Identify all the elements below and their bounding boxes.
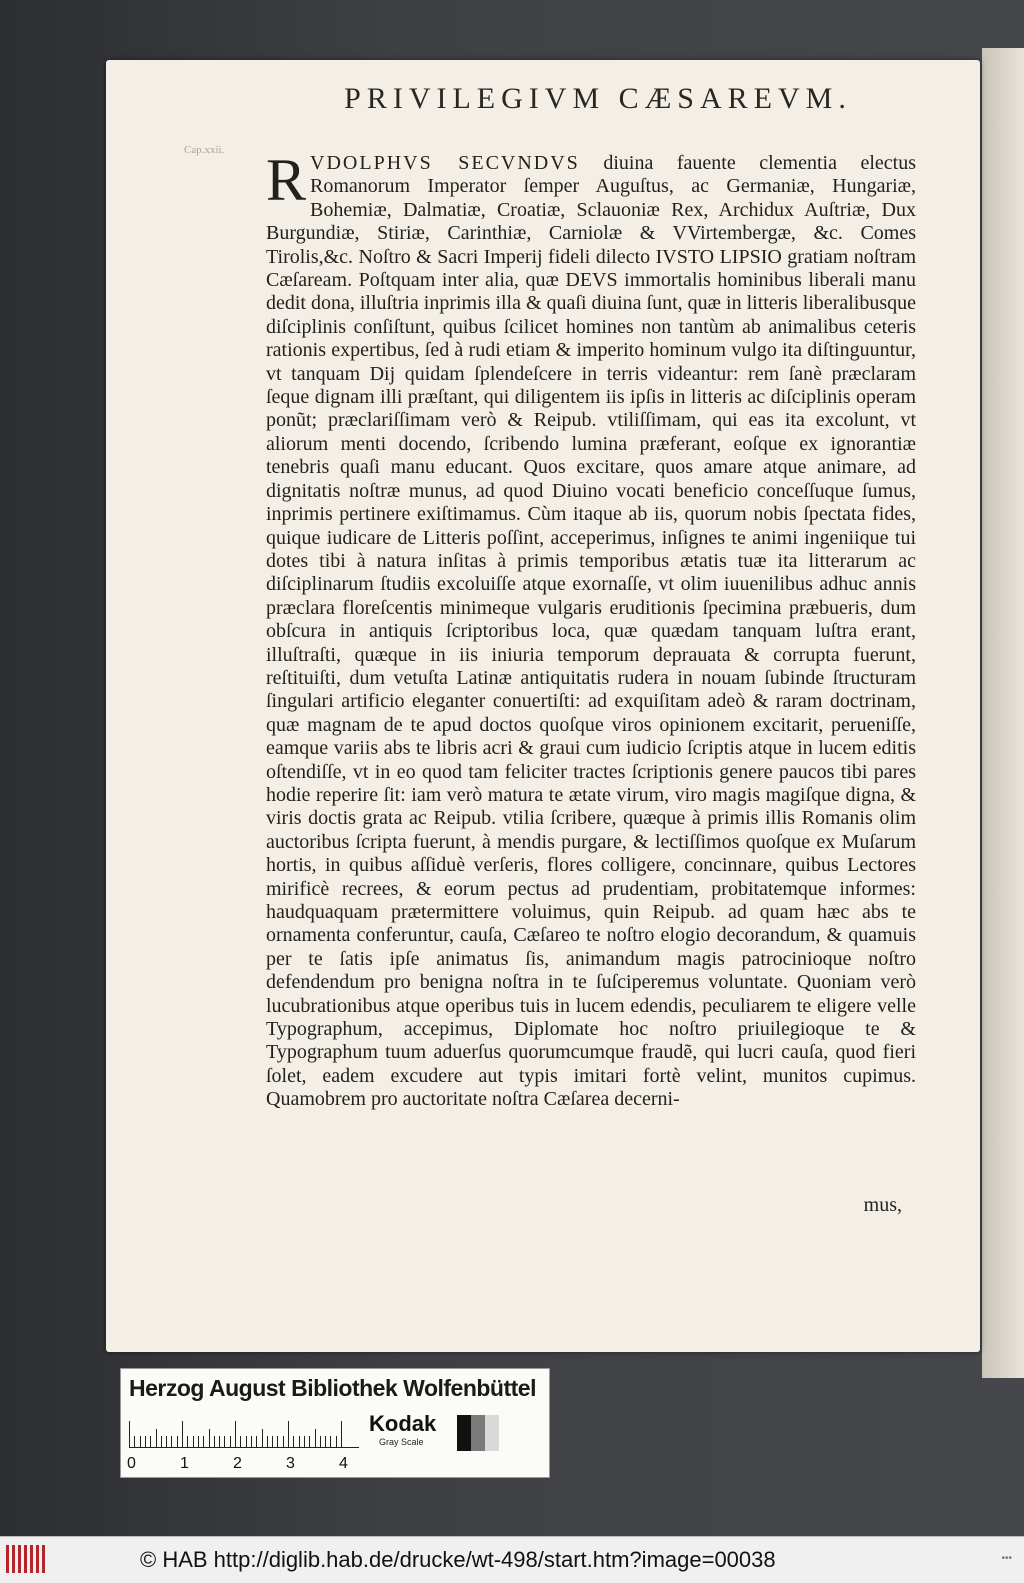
- footer-credit-link[interactable]: © HAB http://diglib.hab.de/drucke/wt-498/start.htm?image=00038: [140, 1547, 776, 1572]
- gray-scale-label: Gray Scale: [379, 1437, 424, 1447]
- ruler-tick: [288, 1421, 289, 1447]
- ruler-tick: [240, 1436, 241, 1447]
- ruler-tick: [193, 1436, 194, 1447]
- ruler-tick: [224, 1436, 225, 1447]
- catchword: mus,: [863, 1194, 902, 1216]
- institution-label: Herzog August Bibliothek Wolfenbüttel: [129, 1375, 536, 1401]
- ruler-tick: [277, 1436, 278, 1447]
- ruler-tick: [315, 1429, 316, 1447]
- ruler-tick: [320, 1436, 321, 1447]
- ruler-tick: [187, 1436, 188, 1447]
- margin-note: Cap.xxii.: [184, 144, 225, 156]
- ruler-tick: [145, 1436, 146, 1447]
- ruler-number: 1: [180, 1455, 189, 1472]
- ruler-tick: [156, 1429, 157, 1447]
- ruler-tick: [209, 1429, 210, 1447]
- ruler-tick: [272, 1436, 273, 1447]
- ruler-tick: [129, 1421, 130, 1447]
- ruler-tick: [256, 1436, 257, 1447]
- ruler-tick: [161, 1436, 162, 1447]
- ruler-tick: [267, 1436, 268, 1447]
- ruler-tick: [198, 1436, 199, 1447]
- ruler-tick: [251, 1436, 252, 1447]
- body-paragraph: diuina fauente clementia electus Romanorum Imperator ſemper Auguſtus, ac Germaniæ, Hungariæ, Bohemiæ, Dalmatiæ, Croatiæ, Sclauoniæ Rex, Archidux Auſtriæ, Dux Burgundiæ, Stiriæ, Carinthiæ, Carniolæ & VVirtembergæ, &c. Comes Tirolis,&c. Noſtro & Sacri Imperij fideli dilecto IVSTO LIPSIO gratiam noſtram Cæſaream. Poſtquam inter alia, quæ DEVS immortalis hominibus liberali manu dedit dona, illuſtria inprimis illa & quaſi diuina ſunt, quæ in litteris liberalibusque diſciplinis conſiſtunt, quibus ſcilicet homines non tantùm ab animalibus ceteris rationis expertibus, ſed à rudi etiam & imperito hominum vulgo ita diſtinguuntur, vt tanquam Dij quidam ſplendeſcere in terris videantur: rem ſanè præclaram ſeque dignam illi præſtant, qui diligentem iis ipſis in litteris ac diſciplinis operam ponũt; præclariſſimam verò & Reipub. vtiliſſimam, qui eas ita excolunt, vt aliorum menti docendo, ſcribendo lumina præferant, eoſque ex ignorantiæ tenebris quaſi manu educant. Quos excitare, quos amare atque animare, ad dignitatis noſtræ munus, ad quod Diuino vocati beneficio conceſſuque ſumus, inprimis pertinere exiſtimamus. Cùm itaque ab iis, quorum nobis ſpectata fides, quique iudicare de Litteris poſſint, acceperimus, inſignes te animi ingeniique tui dotes tibi à natura inſitas à primis temporibus ætatis tuæ ita litterarum ac diſciplinarum ſtudiis excoluiſſe atque exornaſſe, vt olim iuuenilibus adhuc annis præclara floreſcentis minimeque vulgaris eruditionis ſpecimina præbueris, dum obſcura in antiquis ſcriptoribus loca, quæ quædam tanquam luſtra erant, illuſtraſti, quæque in iis iniuria temporum deprauata & corrupta fuerunt, reſtituiſti, dum vetuſta Latinæ antiquitatis rudera in nouam ſubinde ſtructuram ſingulari artificio eleganter conuertiſti: ad exquiſitam adeò & raram doctrinam, quæ magnam de te apud doctos quoſque viros opinionem excitarit, perueniſſe, eamque variis abs te libris acri & graui cum iudicio ſcriptis atque in lucem editis oſtendiſſe, vt in eo quod tam feliciter tractes ſcriptionis genere paucos tibi pares hodie reperire ſit: iam verò matura te ætate virum, viro magis magiſque digna, & viris doctis grata ac Reipub. vtilia ſcribere, quæque à primis illis Romanis olim auctoribus ſcripta fuerunt, à mendis purgare, & lectiſſimos quoſque ex Muſarum hortis, in quibus aſſiduè verſeris, flores colligere, concinnare, quibus Lectores mirificè recrees, & eorum pectus ad prudentiam, probitatemque informes: haudquaquam prætermittere voluimus, quin Reipub. ad quam hæc abs te ornamenta conferuntur, cauſa, Cæſareo te noſtro elogio decorandum, & quamuis per te ſatis ipſe animatus ſis, animandum magis patrocinioque noſtro defendendum pro benigna noſtra in te ſuſciperemus voluntate. Quoniam verò lucubrationibus atque operibus tuis in lucem edendis, peculiarem te eligere velle Typographum, accepimus, Diplomate hoc noſtro priuilegioque te & Typographum tuum aduerſus quorumcumque fraudẽ, qui lucri cauſa, quod fieri ſolet, eadem excudere aut typis imitari fortè velint, munitos cupimus. Quamobrem pro auctoritate noſtra Cæſarea decerni-: [266, 152, 916, 1111]
- drop-capital: R: [266, 147, 307, 213]
- footer-bar: [0, 1536, 1024, 1583]
- ruler-tick: [283, 1436, 284, 1447]
- ruler-number: 2: [233, 1455, 242, 1472]
- book-page: [106, 60, 980, 1352]
- more-options-icon[interactable]: •••: [1001, 1553, 1012, 1564]
- ruler-tick: [230, 1436, 231, 1447]
- ruler-tick: [219, 1436, 220, 1447]
- ruler-tick: [262, 1429, 263, 1447]
- ruler-tick: [293, 1436, 294, 1447]
- ruler-number: 3: [286, 1455, 295, 1472]
- ruler-tick: [214, 1436, 215, 1447]
- ruler-tick: [336, 1436, 337, 1447]
- ruler-tick: [304, 1436, 305, 1447]
- ruler-tick: [140, 1436, 141, 1447]
- ruler-tick: [325, 1436, 326, 1447]
- gray-swatch-mid: [471, 1415, 485, 1451]
- ruler-tick: [235, 1421, 236, 1447]
- ruler-tick: [171, 1436, 172, 1447]
- opening-smallcaps: VDOLPHVS SECVNDVS: [310, 152, 580, 174]
- kodak-logo: Kodak: [369, 1411, 437, 1436]
- ruler-tick: [203, 1436, 204, 1447]
- gray-swatch-dark: [457, 1415, 471, 1451]
- ruler-tick: [150, 1436, 151, 1447]
- ruler-tick: [177, 1436, 178, 1447]
- ruler-number: 0: [127, 1455, 136, 1472]
- ruler-tick: [341, 1421, 342, 1447]
- ruler-tick: [309, 1436, 310, 1447]
- facing-page-edge: [982, 48, 1024, 1378]
- ruler-tick: [134, 1436, 135, 1447]
- ruler-tick: [182, 1421, 183, 1447]
- page-title: PRIVILEGIVM CÆSAREVM.: [344, 82, 852, 115]
- gray-swatch-light: [485, 1415, 499, 1451]
- measurement-ruler: [129, 1419, 359, 1448]
- ruler-tick: [166, 1436, 167, 1447]
- ruler-number: 4: [339, 1455, 348, 1472]
- ruler-tick: [330, 1436, 331, 1447]
- color-target-card: [120, 1368, 550, 1478]
- hab-logo-icon: [6, 1545, 45, 1573]
- ruler-tick: [246, 1436, 247, 1447]
- ruler-tick: [299, 1436, 300, 1447]
- body-text: [266, 147, 916, 1112]
